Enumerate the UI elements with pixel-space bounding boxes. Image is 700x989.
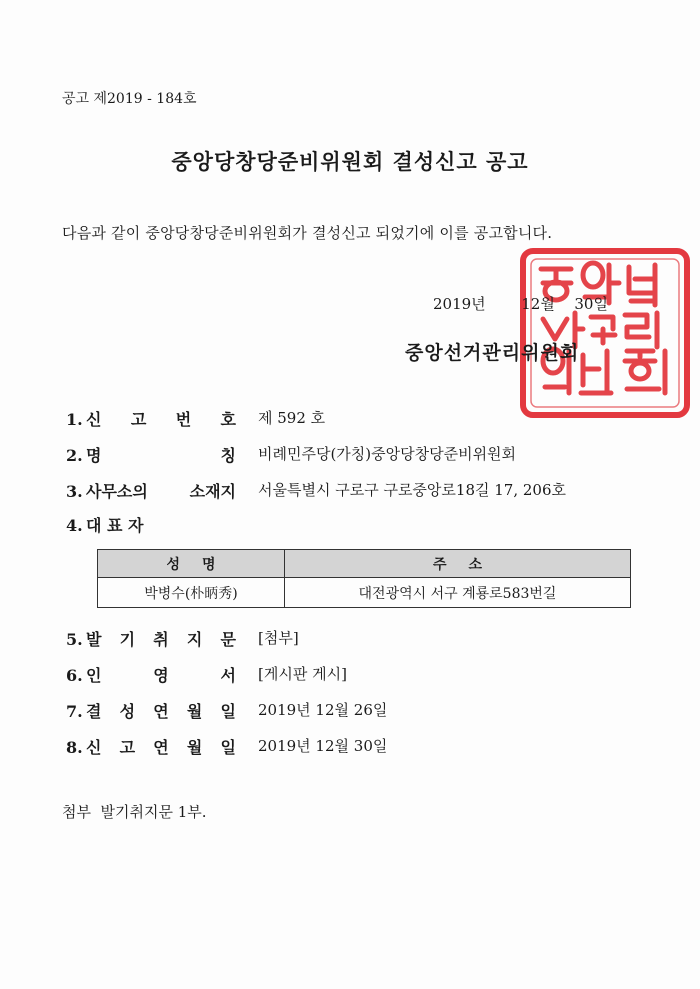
table-row bbox=[98, 578, 631, 608]
item-value: [첨부] bbox=[258, 629, 299, 647]
item-value: 비례민주당(가칭)중앙당창당준비위원회 bbox=[258, 445, 517, 463]
official-seal bbox=[519, 247, 691, 419]
notice-number: 공고 제2019 - 184호 bbox=[62, 91, 197, 107]
attachment-note: 첨부 발기취지문 1부. bbox=[62, 803, 207, 821]
item-value: 2019년 12월 26일 bbox=[258, 701, 388, 719]
item-number: 1. bbox=[66, 410, 83, 429]
item-label: 신 고 번 호 bbox=[86, 410, 236, 429]
representative-address: 대전광역시 서구 계룡로583번길 bbox=[285, 578, 631, 608]
item-number: 8. bbox=[66, 738, 83, 757]
date-month: 12월 bbox=[521, 295, 555, 313]
item-number: 3. bbox=[66, 482, 83, 501]
intro-text: 다음과 같이 중앙당창당준비위원회가 결성신고 되었기에 이를 공고합니다. bbox=[62, 224, 553, 242]
item-value: [게시판 게시] bbox=[258, 665, 347, 683]
item-label: 인 영 서 bbox=[86, 666, 236, 685]
item-number: 5. bbox=[66, 630, 83, 649]
item-number: 4. bbox=[66, 516, 83, 535]
header-name: 성명 bbox=[98, 550, 285, 578]
date-day: 30일 bbox=[574, 295, 608, 313]
representative-table bbox=[97, 549, 631, 608]
item-label: 결 성 연 월 일 bbox=[86, 702, 236, 721]
item-value: 서울특별시 구로구 구로중앙로18길 17, 206호 bbox=[258, 481, 566, 499]
item-label: 대 표 자 bbox=[86, 516, 144, 535]
document-title: 중앙당창당준비위원회 결성신고 공고 bbox=[171, 149, 529, 174]
issuer-name: 중앙선거관리위원회 bbox=[405, 342, 580, 364]
item-number: 7. bbox=[66, 702, 83, 721]
date-year: 2019년 bbox=[433, 295, 486, 313]
item-label: 신 고 연 월 일 bbox=[86, 738, 236, 757]
item-label: 명 칭 bbox=[86, 446, 236, 465]
item-number: 6. bbox=[66, 666, 83, 685]
item-number: 2. bbox=[66, 446, 83, 465]
item-label: 사무소의 소재지 bbox=[86, 482, 236, 501]
notice-date bbox=[433, 293, 608, 314]
representative-name: 박병수(朴昞秀) bbox=[98, 578, 285, 608]
item-value: 제 592 호 bbox=[258, 409, 326, 427]
item-value: 2019년 12월 30일 bbox=[258, 737, 388, 755]
item-label: 발 기 취 지 문 bbox=[86, 630, 236, 649]
table-header-row bbox=[98, 550, 631, 578]
header-address: 주소 bbox=[285, 550, 631, 578]
